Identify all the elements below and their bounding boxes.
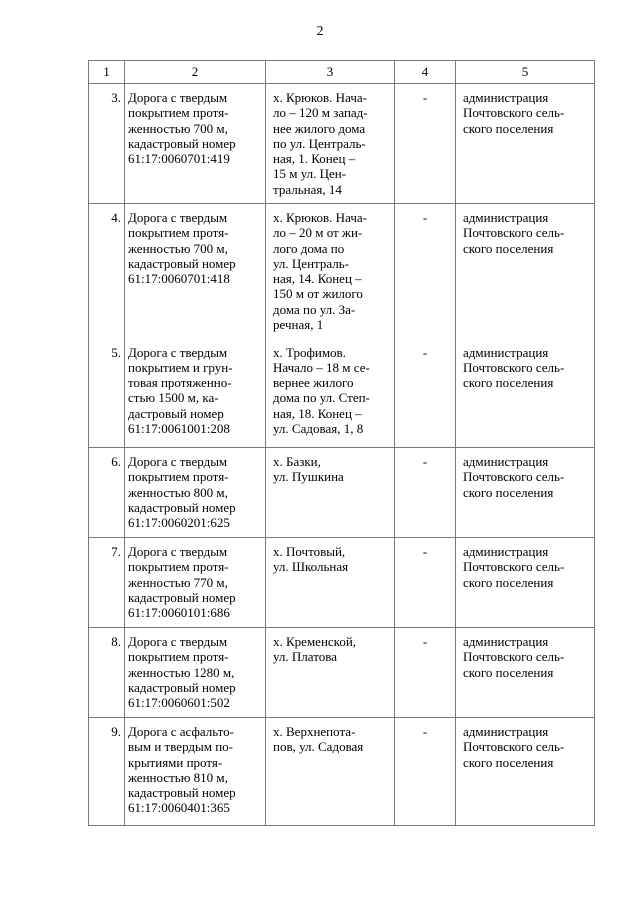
row-number: 4.	[89, 204, 125, 339]
cell-text-line: покрытием протя-	[128, 559, 229, 575]
page-number: 2	[316, 24, 324, 39]
cell-text-line: 61:17:0060701:418	[128, 271, 230, 287]
cell-text-line: ная, 14. Конец –	[273, 271, 362, 287]
cell-text-line: Дорога с твердым	[128, 544, 228, 559]
cell-text-line: Почтовского сель-	[463, 225, 565, 241]
cell-text-line: ная, 1. Конец –	[273, 151, 356, 167]
cell-text-line: ул. Централь-	[273, 255, 350, 271]
row-number: 8.	[89, 628, 125, 718]
cell-text-line: х. Верхнепота-	[273, 724, 356, 739]
table-row	[89, 628, 595, 718]
cell-text-line: дома по ул. Степ-	[273, 390, 370, 406]
cell-text-line: ского поселения	[463, 754, 554, 770]
cell-text-line: покрытием протя-	[128, 225, 229, 241]
cell-text-line: ная, 18. Конец –	[273, 405, 362, 421]
table-row	[89, 339, 595, 448]
cell-text-line: женностью 1280 м,	[128, 664, 235, 680]
road-description	[125, 84, 266, 204]
cell-text-line: х. Крюков. Нача-	[273, 210, 367, 225]
road-description	[125, 204, 266, 339]
column-4-value: -	[395, 628, 456, 718]
row-number: 5.	[89, 339, 125, 448]
cell-text-line: 61:17:0060101:686	[128, 605, 230, 621]
cell-text-line: женностью 800 м,	[128, 484, 228, 500]
cell-text-line: ло – 20 м от жи-	[273, 225, 363, 241]
road-location	[266, 448, 395, 538]
row-number: 6.	[89, 448, 125, 538]
cell-text-line: Почтовского сель-	[463, 559, 565, 575]
cell-text-line: тральная, 14	[273, 181, 342, 197]
cell-text-line: ул. Пушкина	[273, 469, 344, 485]
road-owner	[456, 448, 595, 538]
table-body	[89, 84, 595, 826]
cell-text-line: кадастровый номер	[128, 589, 236, 605]
cell-text-line: кадастровый номер	[128, 135, 236, 151]
road-owner	[456, 339, 595, 448]
cell-text-line: покрытием протя-	[128, 105, 229, 121]
cell-text-line: пов, ул. Садовая	[273, 739, 364, 755]
road-description	[125, 448, 266, 538]
cell-text-line: ского поселения	[463, 120, 554, 136]
cell-text-line: 61:17:0060701:419	[128, 151, 230, 167]
cell-text-line: по ул. Централь-	[273, 135, 366, 151]
column-header-1: 1	[89, 61, 125, 84]
cell-text-line: 150 м от жилого	[273, 286, 363, 302]
cell-text-line: 61:17:0060401:365	[128, 800, 230, 816]
column-4-value: -	[395, 448, 456, 538]
road-description	[125, 628, 266, 718]
cell-text-line: администрация	[463, 544, 549, 559]
cell-text-line: покрытием и грун-	[128, 359, 233, 375]
cell-text-line: кадастровый номер	[128, 679, 236, 695]
cell-text-line: х. Кременской,	[273, 634, 357, 649]
table-row	[89, 718, 595, 826]
cell-text-line: администрация	[463, 90, 549, 105]
road-owner	[456, 204, 595, 339]
cell-text-line: х. Почтовый,	[273, 544, 346, 559]
cell-text-line: Почтовского сель-	[463, 359, 565, 375]
cell-text-line: кадастровый номер	[128, 785, 236, 801]
cell-text-line: женностью 810 м,	[128, 769, 228, 785]
column-4-value: -	[395, 538, 456, 628]
cell-text-line: Почтовского сель-	[463, 469, 565, 485]
column-header-3: 3	[266, 61, 395, 84]
cell-text-line: речная, 1	[273, 317, 324, 333]
cell-text-line: Дорога с твердым	[128, 634, 228, 649]
road-location	[266, 718, 395, 826]
cell-text-line: покрытием протя-	[128, 469, 229, 485]
cell-text-line: кадастровый номер	[128, 499, 236, 515]
cell-text-line: женностью 770 м,	[128, 574, 228, 590]
column-header-2: 2	[125, 61, 266, 84]
cell-text-line: администрация	[463, 634, 549, 649]
cell-text-line: ского поселения	[463, 484, 554, 500]
cell-text-line: ского поселения	[463, 240, 554, 256]
cell-text-line: нее жилого дома	[273, 120, 366, 136]
column-header-4: 4	[395, 61, 456, 84]
cell-text-line: 15 м ул. Цен-	[273, 166, 347, 182]
cell-text-line: ул. Школьная	[273, 559, 349, 575]
table-row	[89, 538, 595, 628]
cell-text-line: х. Трофимов.	[273, 344, 346, 360]
cell-text-line: х. Базки,	[273, 454, 321, 469]
cell-text-line: х. Крюков. Нача-	[273, 90, 367, 105]
column-4-value: -	[395, 204, 456, 339]
cell-text-line: ского поселения	[463, 664, 554, 680]
row-number: 9.	[89, 718, 125, 826]
road-description	[125, 538, 266, 628]
cell-text-line: ул. Платова	[273, 649, 337, 665]
road-owner	[456, 628, 595, 718]
cell-text-line: Дорога с асфальто-	[128, 724, 235, 739]
road-location	[266, 339, 395, 448]
cell-text-line: ского поселения	[463, 375, 554, 391]
cell-text-line: стью 1500 м, ка-	[128, 390, 219, 406]
road-owner	[456, 718, 595, 826]
road-description	[125, 718, 266, 826]
cell-text-line: Дорога с твердым	[128, 344, 228, 360]
cell-text-line: дастровый номер	[128, 405, 224, 421]
cell-text-line: Почтовского сель-	[463, 739, 565, 755]
cell-text-line: женностью 700 м,	[128, 240, 228, 256]
row-number: 3.	[89, 84, 125, 204]
road-description	[125, 339, 266, 448]
cell-text-line: Дорога с твердым	[128, 90, 228, 105]
cell-text-line: женностью 700 м,	[128, 120, 228, 136]
column-4-value: -	[395, 339, 456, 448]
cell-text-line: Начало – 18 м се-	[273, 359, 370, 375]
road-owner	[456, 84, 595, 204]
cell-text-line: Дорога с твердым	[128, 454, 228, 469]
road-location	[266, 628, 395, 718]
cell-text-line: администрация	[463, 210, 549, 225]
table-row	[89, 84, 595, 204]
cell-text-line: ло – 120 м запад-	[273, 105, 368, 121]
cell-text-line: товая протяженно-	[128, 375, 232, 391]
cell-text-line: ского поселения	[463, 574, 554, 590]
cell-text-line: дома по ул. За-	[273, 301, 356, 317]
roads-table	[88, 60, 595, 826]
cell-text-line: покрытием протя-	[128, 649, 229, 665]
cell-text-line: крытиями протя-	[128, 754, 223, 770]
cell-text-line: вернее жилого	[273, 375, 354, 391]
cell-text-line: Почтовского сель-	[463, 105, 565, 121]
cell-text-line: Почтовского сель-	[463, 649, 565, 665]
road-location	[266, 84, 395, 204]
cell-text-line: администрация	[463, 344, 549, 360]
cell-text-line: 61:17:0060601:502	[128, 695, 230, 711]
cell-text-line: 61:17:0060201:625	[128, 515, 230, 531]
cell-text-line: вым и твердым по-	[128, 739, 234, 755]
column-header-5: 5	[456, 61, 595, 84]
cell-text-line: лого дома по	[273, 240, 345, 256]
road-location	[266, 538, 395, 628]
column-4-value: -	[395, 718, 456, 826]
cell-text-line: Дорога с твердым	[128, 210, 228, 225]
cell-text-line: ул. Садовая, 1, 8	[273, 420, 364, 436]
column-4-value: -	[395, 84, 456, 204]
cell-text-line: администрация	[463, 454, 549, 469]
table-row	[89, 448, 595, 538]
road-location	[266, 204, 395, 339]
table-header-row	[89, 61, 595, 84]
road-owner	[456, 538, 595, 628]
cell-text-line: администрация	[463, 724, 549, 739]
cell-text-line: 61:17:0061001:208	[128, 420, 230, 436]
row-number: 7.	[89, 538, 125, 628]
table-row	[89, 204, 595, 339]
cell-text-line: кадастровый номер	[128, 255, 236, 271]
